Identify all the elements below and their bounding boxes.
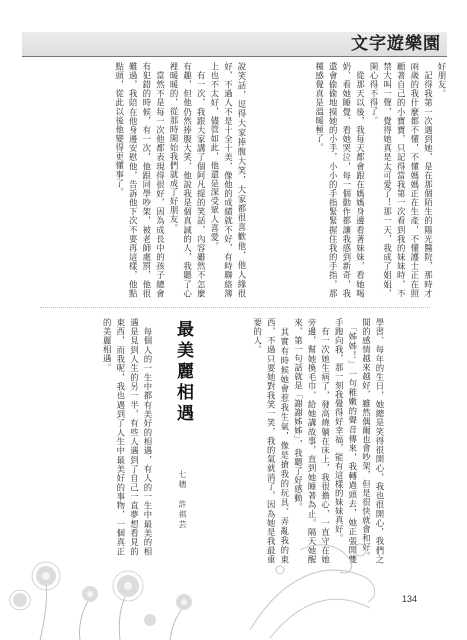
paragraph: 說笑話，逗得大家捧腹大笑，大家都很喜歡他，他人緣很好，不過人不是十全十美，像他的成績就不好，有時聯絡簿上也不太好，儘管如此，他還是深受眾人喜愛。 有一次，我跟大家講了個阿凡提的笑話，內容雖然不怎麼有趣，但他仍然捧腹大笑，他說我是個真誠的人，我聽了心裡暖暖的，從那時開始我們就成了好朋友。 當然不是每一次他都表現得很好，因為成長中的孩子總會有犯錯的時候，有一次，他跟同學吵架，被老師處罰，他很難過，我陪在他身邊安慰他，告訴他下次不要再這樣，他點點頭，從此以後他變得更懂事了。: [114, 62, 247, 298]
article-intro-text: [42, 318, 154, 556]
article-byline: 七穗 許祺芸: [178, 470, 187, 530]
section-divider: [40, 307, 430, 308]
page-number: 134: [402, 594, 418, 604]
paragraph: 學習、每年的生日，她總是笑得很開心，我也很開心，我們之間的感情越來越好，雖然偶爾也會吵架，但是很快就會和好。 「姊姊！」一句稚嫩的聲音傳來，我轉過頭去，她正張開雙手跑向我，那一刻我覺得好幸福，能有這樣的妹妹真好。 有一次她生病了，發高燒躺在床上，我很擔心，一直守在她旁邊，幫她換毛巾，給她講故事，直到她睡著為止。隔天她醒來，第一句話就是「謝謝姊姊」，我聽了好感動。 其實有時候她會惹我生氣，像是搶我的玩具、弄亂我的東西，不過只要她對我笑一笑，我的氣就消了，因為她是我最重要的人。: [252, 318, 385, 564]
flower-decoration-icon: [0, 540, 467, 640]
paragraph: 每個人的一生中都有美好的相遇，有人的一生中最美的相遇是見到人生的另一半，有些人遇到了自己一直夢想看見的東西，而我呢，我也遇到了人生中最美好的事物，一個真正的美麗相遇。: [102, 318, 153, 556]
column-header-title: 文字遊樂園: [351, 34, 441, 54]
article-upper-left-text: [52, 62, 248, 298]
article-title: 最美麗相遇: [173, 320, 193, 425]
article-upper-right-text: [258, 62, 448, 298]
paragraph: 好朋友。 記得我第一次遇到她，是在那個陌生的陽光醫院，那時才兩歲的我什麼都不懂，不懂媽媽正在生產，不懂護士正在照顧著自己的小寶寶，只記得當我第一次看到我的妹妹時，不禁大叫一聲，覺得她真是太可愛了！那一天，我成了姐姐，開心得不得了。 從那天以後，我每天都會跟在媽媽身邊看著妹妹，看她喝奶、看她睡覺、看她哭泣，每一個動作都讓我感到新奇，我還會偷偷地摸她的小手，小小的手指緊緊握住我的手指，那種感覺真是溫暖極了。: [314, 62, 447, 298]
header-rule: [22, 56, 447, 57]
